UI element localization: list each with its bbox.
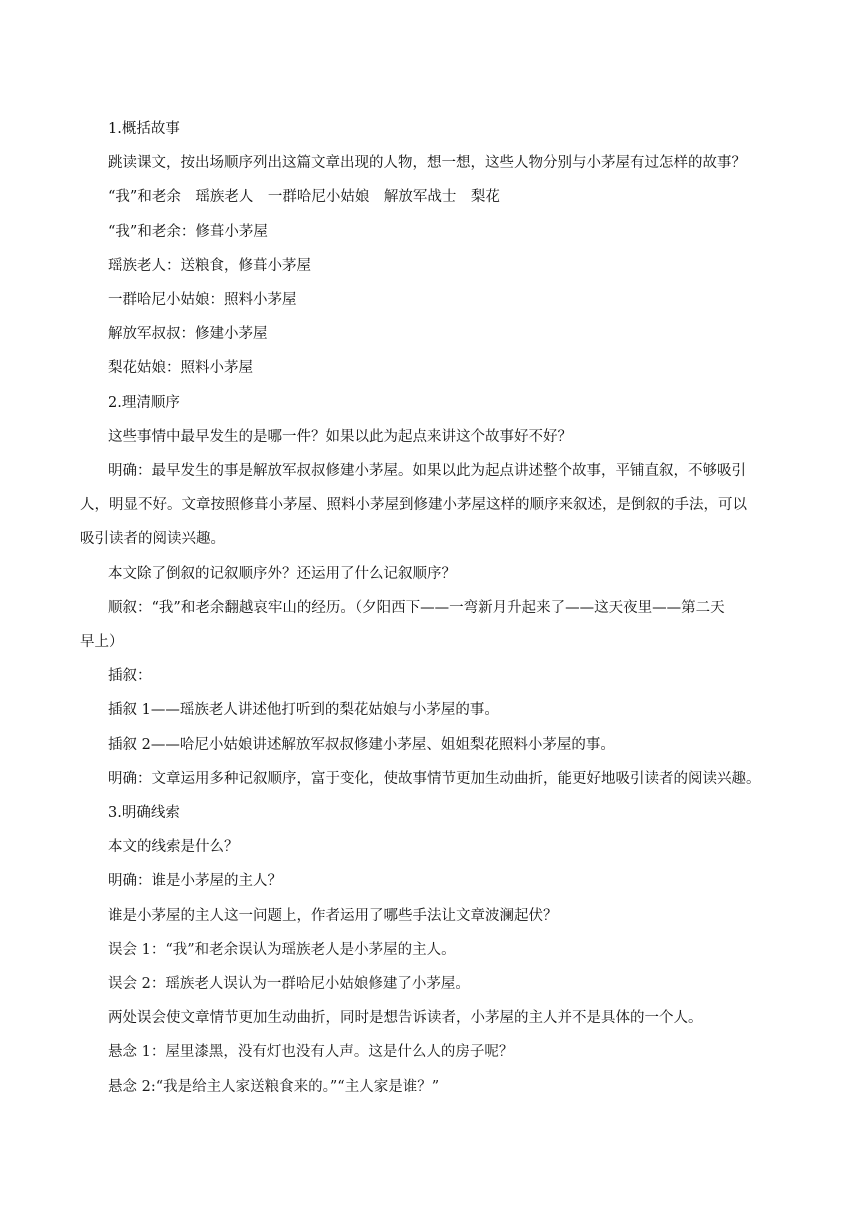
answer-line: 明确：最早发生的事是解放军叔叔修建小茅屋。如果以此为起点讲述整个故事，平铺直叙，不够吸引 bbox=[108, 463, 746, 480]
answer-clue: 明确：谁是小茅屋的主人？ bbox=[108, 873, 282, 890]
answer-earliest-event bbox=[80, 454, 798, 557]
story-item: “我”和老余：修葺小茅屋 bbox=[108, 223, 268, 240]
story-item: 解放军叔叔：修建小茅屋 bbox=[108, 326, 268, 343]
answer-order-summary: 明确：文章运用多种记叙顺序，富于变化，使故事情节更加生动曲折，能更好地吸引读者的阅读兴趣。 bbox=[108, 770, 761, 787]
section-heading-summarize: 1.概括故事 bbox=[108, 121, 180, 137]
character-list: “我”和老余 瑶族老人 一群哈尼小姑娘 解放军战士 梨花 bbox=[108, 189, 500, 206]
section-heading-order: 2.理清顺序 bbox=[108, 394, 180, 411]
answer-line: 吸引读者的阅读兴趣。 bbox=[80, 531, 225, 548]
misunderstanding-1: 误会 1：“我”和老余误认为瑶族老人是小茅屋的主人。 bbox=[108, 941, 456, 958]
question-clue: 本文的线索是什么？ bbox=[108, 839, 239, 856]
suspense-1: 悬念 1：屋里漆黑，没有灯也没有人声。这是什么人的房子呢？ bbox=[108, 1044, 514, 1061]
chaxu-item: 插叙 1——瑶族老人讲述他打听到的梨花姑娘与小茅屋的事。 bbox=[108, 702, 499, 719]
answer-line: 人，明显不好。文章按照修葺小茅屋、照料小茅屋到修建小茅屋这样的顺序来叙述，是倒叙的手法，可以 bbox=[80, 497, 747, 514]
shunxu-line: 早上） bbox=[80, 634, 124, 651]
shunxu-line: 顺叙：“我”和老余翻越哀牢山的经历。（夕阳西下——一弯新月升起来了——这天夜里——第二天 bbox=[108, 599, 725, 616]
document-body bbox=[80, 112, 798, 1104]
misunderstanding-summary: 两处误会使文章情节更加生动曲折，同时是想告诉读者，小茅屋的主人并不是具体的一个人。 bbox=[108, 1010, 703, 1027]
question-other-order: 本文除了倒叙的记叙顺序外？还运用了什么记叙顺序？ bbox=[108, 565, 456, 582]
question-earliest-event: 这些事情中最早发生的是哪一件？如果以此为起点来讲这个故事好不好？ bbox=[108, 428, 572, 445]
misunderstanding-2: 误会 2：瑶族老人误认为一群哈尼小姑娘修建了小茅屋。 bbox=[108, 976, 470, 993]
section-heading-clue: 3.明确线索 bbox=[108, 805, 180, 822]
story-item: 梨花姑娘：照料小茅屋 bbox=[108, 360, 253, 377]
story-item: 一群哈尼小姑娘：照料小茅屋 bbox=[108, 292, 297, 309]
shunxu-block bbox=[80, 591, 798, 659]
chaxu-item: 插叙 2——哈尼小姑娘讲述解放军叔叔修建小茅屋、姐姐梨花照料小茅屋的事。 bbox=[108, 736, 615, 753]
question-techniques: 谁是小茅屋的主人这一问题上，作者运用了哪些手法让文章波澜起伏？ bbox=[108, 907, 558, 924]
suspense-2: 悬念 2:“我是给主人家送粮食来的。”“主人家是谁？” bbox=[108, 1078, 440, 1095]
question-characters: 跳读课文，按出场顺序列出这篇文章出现的人物，想一想，这些人物分别与小茅屋有过怎样的故事？ bbox=[108, 155, 746, 172]
story-item: 瑶族老人：送粮食，修葺小茅屋 bbox=[108, 257, 311, 274]
chaxu-label: 插叙： bbox=[108, 668, 152, 685]
